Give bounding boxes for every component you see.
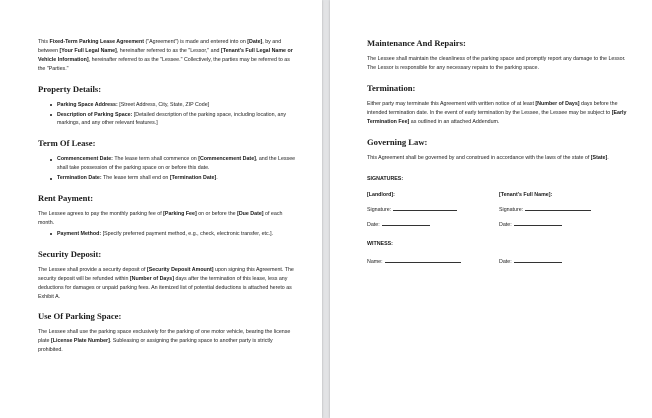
list-item	[57, 111, 296, 129]
date-line	[514, 220, 562, 226]
state-placeholder: [State]	[590, 154, 608, 161]
termination-text: days before the intended termination date. In the event of early termination by the Lessee, the Lessee may be subject to	[367, 100, 618, 116]
rent-text: on or before the	[196, 211, 238, 218]
list-item	[57, 174, 296, 183]
item-label: Description of Parking Space:	[57, 111, 133, 118]
termination-paragraph	[367, 100, 630, 127]
rent-text: The Lessee agrees to pay the monthly parking fee of	[38, 211, 164, 218]
use-text: The Lessee shall use the parking space exclusively for the parking of one motor vehicle, bearing the license plate	[38, 329, 291, 345]
license-plate-placeholder: [License Plate Number]	[50, 338, 110, 345]
commencement-date-placeholder: [Commencement Date]	[198, 156, 256, 163]
deposit-paragraph	[38, 266, 296, 302]
witness-label: WITNESS:	[367, 241, 393, 248]
section-heading-property: Property Details:	[38, 83, 102, 94]
landlord-signature-line[interactable]	[367, 205, 499, 214]
section-heading-deposit: Security Deposit:	[38, 248, 102, 259]
signature-label: Signature:	[499, 207, 524, 214]
witness-name-line[interactable]	[367, 257, 499, 266]
term-list	[38, 155, 296, 183]
intro-text: , by and between	[38, 39, 282, 54]
date-line	[514, 257, 562, 263]
section-heading-term: Term Of Lease:	[38, 138, 96, 149]
item-label: Parking Space Address:	[57, 101, 118, 108]
item-label: Commencement Date:	[57, 156, 113, 163]
rent-text: of each month.	[38, 211, 283, 226]
name-label: Name:	[367, 259, 383, 266]
termination-text: as outlined in an attached Addendum.	[409, 118, 500, 125]
item-label: Termination Date:	[57, 175, 102, 182]
due-date-placeholder: [Due Date]	[237, 211, 264, 218]
rent-list	[38, 230, 296, 239]
signature-line	[525, 205, 591, 211]
use-paragraph	[38, 328, 296, 355]
maintenance-paragraph: The Lessee shall maintain the cleanliness of the parking space and promptly report any damage to the Lessor. The Lessor is responsible for any necessary repairs to the parking space.	[367, 56, 626, 71]
intro-paragraph	[38, 38, 296, 74]
landlord-label: [Landlord]:	[367, 192, 395, 199]
lessee-name-placeholder: [Tenant's Full Legal Name or Vehicle Information]	[38, 47, 293, 63]
agreement-title-text: Fixed-Term Parking Lease Agreement	[49, 39, 144, 45]
landlord-label-cell	[367, 192, 499, 199]
rent-paragraph	[38, 210, 296, 228]
parking-fee-placeholder: [Parking Fee]	[163, 211, 197, 218]
intro-text: , hereinafter referred to as the "Lessee." Collectively, the parties may be referred to as the "Parties."	[38, 56, 290, 72]
item-text: [Detailed description of the parking space, including location, any markings, and any other relevant features.]	[57, 111, 287, 127]
section-heading-law: Governing Law:	[367, 136, 428, 147]
tenant-signature-line[interactable]	[499, 205, 629, 214]
signature-line	[393, 205, 457, 211]
signatures-label: SIGNATURES:	[367, 176, 404, 183]
law-paragraph	[367, 154, 630, 163]
date-label: Date:	[499, 259, 512, 266]
tenant-label-cell	[499, 192, 629, 199]
termination-text: Either party may terminate this Agreement with written notice of at least	[367, 100, 536, 107]
item-text: .	[216, 175, 218, 182]
intro-text: , hereinafter referred to as the "Lessor," and	[116, 47, 221, 54]
date-label: Date:	[499, 222, 512, 229]
date-placeholder: [Date]	[247, 39, 263, 45]
witness-block	[367, 257, 630, 266]
termination-date-placeholder: [Termination Date]	[169, 175, 217, 182]
section-heading-use: Use Of Parking Space:	[38, 311, 122, 322]
days-placeholder: [Number of Days]	[129, 275, 175, 282]
deposit-amount-placeholder: [Security Deposit Amount]	[146, 266, 214, 273]
lessor-name-placeholder: [Your Full Legal Name]	[59, 47, 117, 54]
deposit-text: upon signing this Agreement. The security deposit will be refunded within	[38, 266, 294, 282]
item-label: Payment Method:	[57, 230, 102, 237]
use-text: . Subleasing or assigning the parking space to another party is strictly prohibited.	[38, 338, 273, 354]
deposit-text: days after the termination of this lease, less any deductions for damages or unpaid parking fees. An itemized list of potential deductions is attached hereto as Exhibit A.	[38, 275, 292, 300]
tenant-date-line[interactable]	[499, 220, 629, 229]
document-page-1	[0, 0, 322, 418]
item-text: The lease term shall commence on	[112, 156, 199, 163]
section-heading-rent: Rent Payment:	[38, 193, 94, 204]
signature-block	[367, 192, 630, 229]
signature-label: Signature:	[367, 207, 392, 214]
date-line	[382, 220, 430, 226]
tenant-label: [Tenant's Full Name]:	[499, 192, 553, 199]
days-placeholder: [Number of Days]	[535, 100, 580, 107]
item-text: The lease term shall end on	[101, 175, 170, 182]
landlord-date-line[interactable]	[367, 220, 499, 229]
section-heading-termination: Termination:	[367, 82, 416, 93]
section-heading-maintenance: Maintenance And Repairs:	[367, 38, 466, 48]
witness-date-line[interactable]	[499, 257, 629, 266]
item-text: [Specify preferred payment method, e.g., check, electronic transfer, etc.].	[101, 230, 274, 237]
item-text: , and the Lessee shall take possession of the parking space on or before this date.	[57, 156, 296, 172]
intro-text: This	[38, 39, 50, 45]
list-item	[57, 230, 296, 239]
document-page-2	[330, 0, 652, 418]
intro-text: ("Agreement") is made and entered into on	[143, 39, 248, 45]
item-text: [Street Address, City, State, ZIP Code]	[117, 101, 210, 108]
deposit-text: The Lessee shall provide a security deposit of	[38, 266, 147, 273]
list-item	[57, 155, 296, 173]
law-text: .	[607, 154, 609, 161]
name-line	[385, 257, 461, 263]
early-fee-placeholder: [Early Termination Fee]	[367, 109, 627, 125]
property-list	[38, 101, 296, 129]
list-item	[57, 101, 296, 110]
law-text: This Agreement shall be governed by and construed in accordance with the laws of the state of	[367, 154, 591, 161]
date-label: Date:	[367, 222, 380, 229]
